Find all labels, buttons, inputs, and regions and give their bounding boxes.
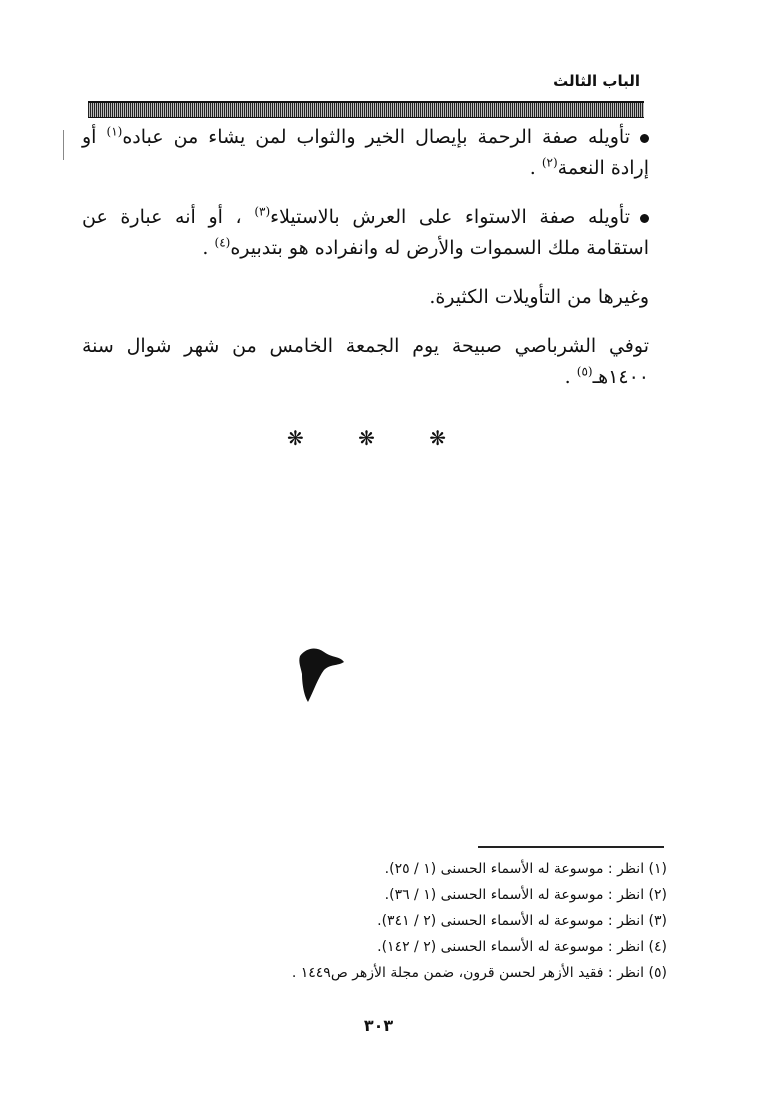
header-rule: [88, 101, 644, 118]
bullet-paragraph-1: [82, 122, 649, 184]
footnote-ref-1: (١): [106, 124, 123, 139]
bullet-2-end: .: [202, 237, 215, 259]
footnote-5: (٥) انظر : فقيد الأزهر لحسن قرون، ضمن مجلة الأزهر ص١٤٤٩ .: [291, 965, 667, 981]
footnote-ref-3: (٣): [254, 204, 271, 219]
page-number: ٣٠٣: [363, 1016, 394, 1035]
footnote-1: (١) انظر : موسوعة له الأسماء الحسنى (١ / ٢٥).: [384, 861, 667, 877]
bullet-1-end: .: [529, 157, 542, 179]
bullet-1-text-2: أو إرادة النعمة: [82, 126, 649, 179]
bullet-1-text: تأويله صفة الرحمة بإيصال الخير والثواب لمن يشاء من عباده: [122, 126, 631, 148]
bullet-icon: [640, 214, 649, 223]
paragraph-4-end: .: [564, 366, 577, 388]
bullet-paragraph-2: [82, 202, 649, 264]
ink-blot-mark: [296, 644, 346, 706]
paragraph-4: [82, 331, 649, 393]
footnote-ref-2: (٢): [541, 155, 558, 170]
footnote-2: (٢) انظر : موسوعة له الأسماء الحسنى (١ / ٣٦).: [384, 887, 667, 903]
footnote-ref-5: (٥): [576, 364, 593, 379]
footnote-3: (٣) انظر : موسوعة له الأسماء الحسنى (٢ / ٣٤١).: [377, 913, 667, 929]
footnotes: [292, 856, 667, 986]
running-header: الباب الثالث: [553, 72, 640, 90]
bullet-icon: [640, 134, 649, 143]
paragraph-3: وغيرها من التأويلات الكثيرة.: [429, 286, 649, 308]
footnote-4: (٤) انظر : موسوعة له الأسماء الحسنى (٢ / ١٤٢).: [377, 939, 667, 955]
bullet-2-text: تأويله صفة الاستواء على العرش بالاستيلاء: [270, 206, 631, 228]
paragraph-4-text: توفي الشرباصي صبيحة يوم الجمعة الخامس من شهر شوال سنة ١٤٠٠هـ: [82, 335, 649, 388]
footnote-rule: [478, 846, 664, 848]
body-text: [82, 122, 649, 411]
section-separator: ❋ ❋ ❋: [287, 426, 470, 450]
bullet-2-text-2: ، أو أنه عبارة عن استقامة ملك السموات والأرض له وانفراده هو بتدبيره: [82, 206, 649, 259]
margin-mark: [63, 130, 64, 160]
footnote-ref-4: (٤): [214, 235, 231, 250]
